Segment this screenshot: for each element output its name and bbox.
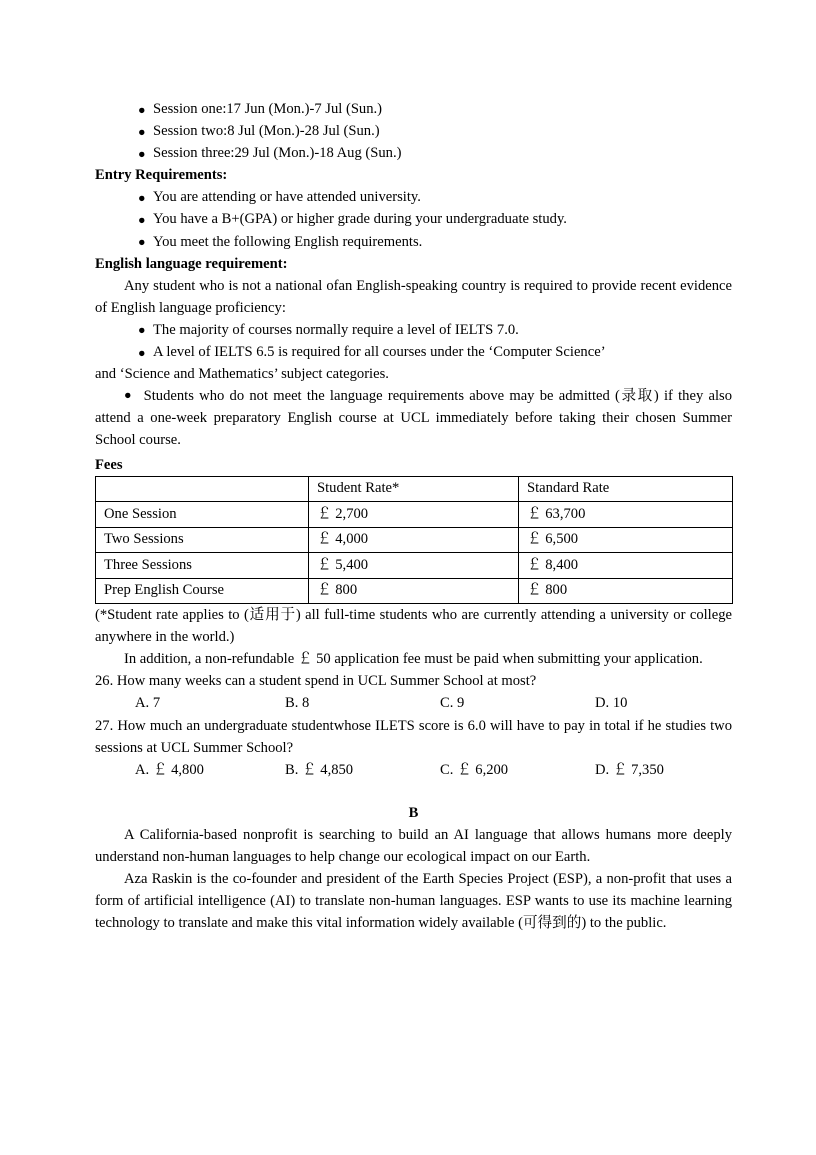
session-two-text: Session two:8 Jul (Mon.)-28 Jul (Sun.): [153, 123, 380, 140]
list-item: [95, 341, 732, 363]
bullet-dot-icon: ●: [138, 102, 146, 117]
table-row: [96, 527, 733, 553]
question-27-options: [95, 759, 732, 781]
bullet-dot-icon: ●: [138, 323, 146, 338]
ielts-requirement-1-text: The majority of courses normally require a level of IELTS 7.0.: [153, 321, 519, 338]
list-item: [95, 98, 732, 120]
list-item: [95, 186, 732, 208]
fees-standard-rate: ￡ 6,500: [519, 527, 733, 553]
option-a[interactable]: A. ￡ 4,800: [135, 761, 204, 778]
fees-col-student-rate: Student Rate*: [309, 476, 519, 502]
table-row: [96, 578, 733, 604]
question-27-stem: 27. How much an undergraduate studentwhose ILETS score is 6.0 will have to pay in total if he studies two sessions at UCL Summer School?: [95, 717, 732, 756]
section-b: [95, 802, 732, 935]
bullet-dot-icon: ●: [138, 345, 146, 360]
fees-row-label: Prep English Course: [96, 578, 309, 604]
fees-row-label: Three Sessions: [96, 553, 309, 579]
session-one-text: Session one:17 Jun (Mon.)-7 Jul (Sun.): [153, 101, 383, 117]
fees-standard-rate: ￡ 63,700: [519, 502, 733, 528]
option-a[interactable]: A. 7: [135, 695, 161, 712]
option-d[interactable]: D. ￡ 7,350: [595, 761, 664, 778]
fees-col-standard-rate: Standard Rate: [519, 476, 733, 502]
list-item: [95, 142, 732, 164]
ielts-requirement-2-continuation: and ‘Science and Mathematics’ subject categories.: [95, 366, 389, 383]
fees-table: [95, 476, 733, 605]
section-b-label: B: [408, 804, 419, 821]
bullet-dot-icon: ●: [138, 212, 146, 227]
question-26-stem: 26. How many weeks can a student spend in UCL Summer School at most?: [95, 673, 537, 690]
option-b[interactable]: B. 8: [285, 695, 310, 712]
entry-req-2-text: You have a B+(GPA) or higher grade during your undergraduate study.: [153, 211, 567, 228]
bullet-dot-icon: ●: [138, 235, 146, 250]
fees-section: [95, 454, 732, 671]
fees-heading: Fees: [95, 456, 123, 473]
section-b-paragraph-1: A California-based nonprofit is searching to build an AI language that allows humans more deeply understand non-human languages to help change our ecological impact on our Earth.: [95, 826, 732, 866]
english-requirement-heading: English language requirement:: [95, 255, 288, 272]
list-item: [95, 385, 732, 451]
bullet-dot-icon: ●: [138, 146, 146, 161]
english-requirement-intro: Any student who is not a national ofan English-speaking country is required to provide recent evidence of English language proficiency:: [95, 277, 732, 316]
prep-course-admission-text: Students who do not meet the language requirements above may be admitted (录取) if they also attend a one-week preparatory English course at UCL immediately before taking their chosen Summer School course.: [95, 388, 733, 449]
table-row: [96, 502, 733, 528]
list-item: [95, 208, 732, 230]
bullet-dot-icon: ●: [138, 190, 146, 205]
entry-req-1-text: You are attending or have attended university.: [153, 189, 421, 206]
fees-standard-rate: ￡ 8,400: [519, 553, 733, 579]
fees-student-rate: ￡ 4,000: [309, 527, 519, 553]
question-26: [95, 670, 732, 714]
option-c[interactable]: C. ￡ 6,200: [440, 761, 509, 778]
entry-requirements-section: [95, 164, 732, 252]
list-item: [95, 120, 732, 142]
bullet-dot-icon: ●: [138, 124, 146, 139]
question-26-options: [95, 692, 732, 714]
fees-student-rate: ￡ 5,400: [309, 553, 519, 579]
ielts-requirement-2-text: A level of IELTS 6.5 is required for all courses under the ‘Computer Science’: [153, 344, 606, 361]
option-d[interactable]: D. 10: [595, 695, 628, 712]
entry-req-3-text: You meet the following English requirements.: [153, 233, 423, 250]
fees-row-label: One Session: [96, 502, 309, 528]
sessions-list: [95, 98, 732, 164]
section-spacer: [95, 781, 732, 802]
list-item: [95, 319, 732, 341]
fees-col-blank: [96, 476, 309, 502]
document-content: [95, 98, 732, 934]
section-b-paragraph-2: Aza Raskin is the co-founder and president of the Earth Species Project (ESP), a non-profit that uses a form of artificial intelligence (AI) to translate non-human languages. ESP wants to use its machine learning technology to translate and make this vital information widely available (可得到的) to the public.: [95, 871, 732, 932]
fees-footnote: (*Student rate applies to (适用于) all full-time students who are currently attending a university or college anywhere in the world.): [95, 607, 732, 646]
entry-requirements-heading: Entry Requirements:: [95, 167, 228, 184]
bullet-dot-icon: ●: [124, 388, 134, 403]
list-item: [95, 231, 732, 253]
table-header-row: [96, 476, 733, 502]
fees-row-label: Two Sessions: [96, 527, 309, 553]
fees-student-rate: ￡ 800: [309, 578, 519, 604]
option-c[interactable]: C. 9: [440, 695, 465, 712]
fees-application-note: In addition, a non-refundable ￡ 50 application fee must be paid when submitting your application.: [124, 651, 703, 668]
option-b[interactable]: B. ￡ 4,850: [285, 761, 354, 778]
fees-student-rate: ￡ 2,700: [309, 502, 519, 528]
table-row: [96, 553, 733, 579]
session-three-text: Session three:29 Jul (Mon.)-18 Aug (Sun.): [153, 145, 402, 162]
question-27: [95, 715, 732, 781]
english-requirement-section: [95, 253, 732, 452]
fees-standard-rate: ￡ 800: [519, 578, 733, 604]
